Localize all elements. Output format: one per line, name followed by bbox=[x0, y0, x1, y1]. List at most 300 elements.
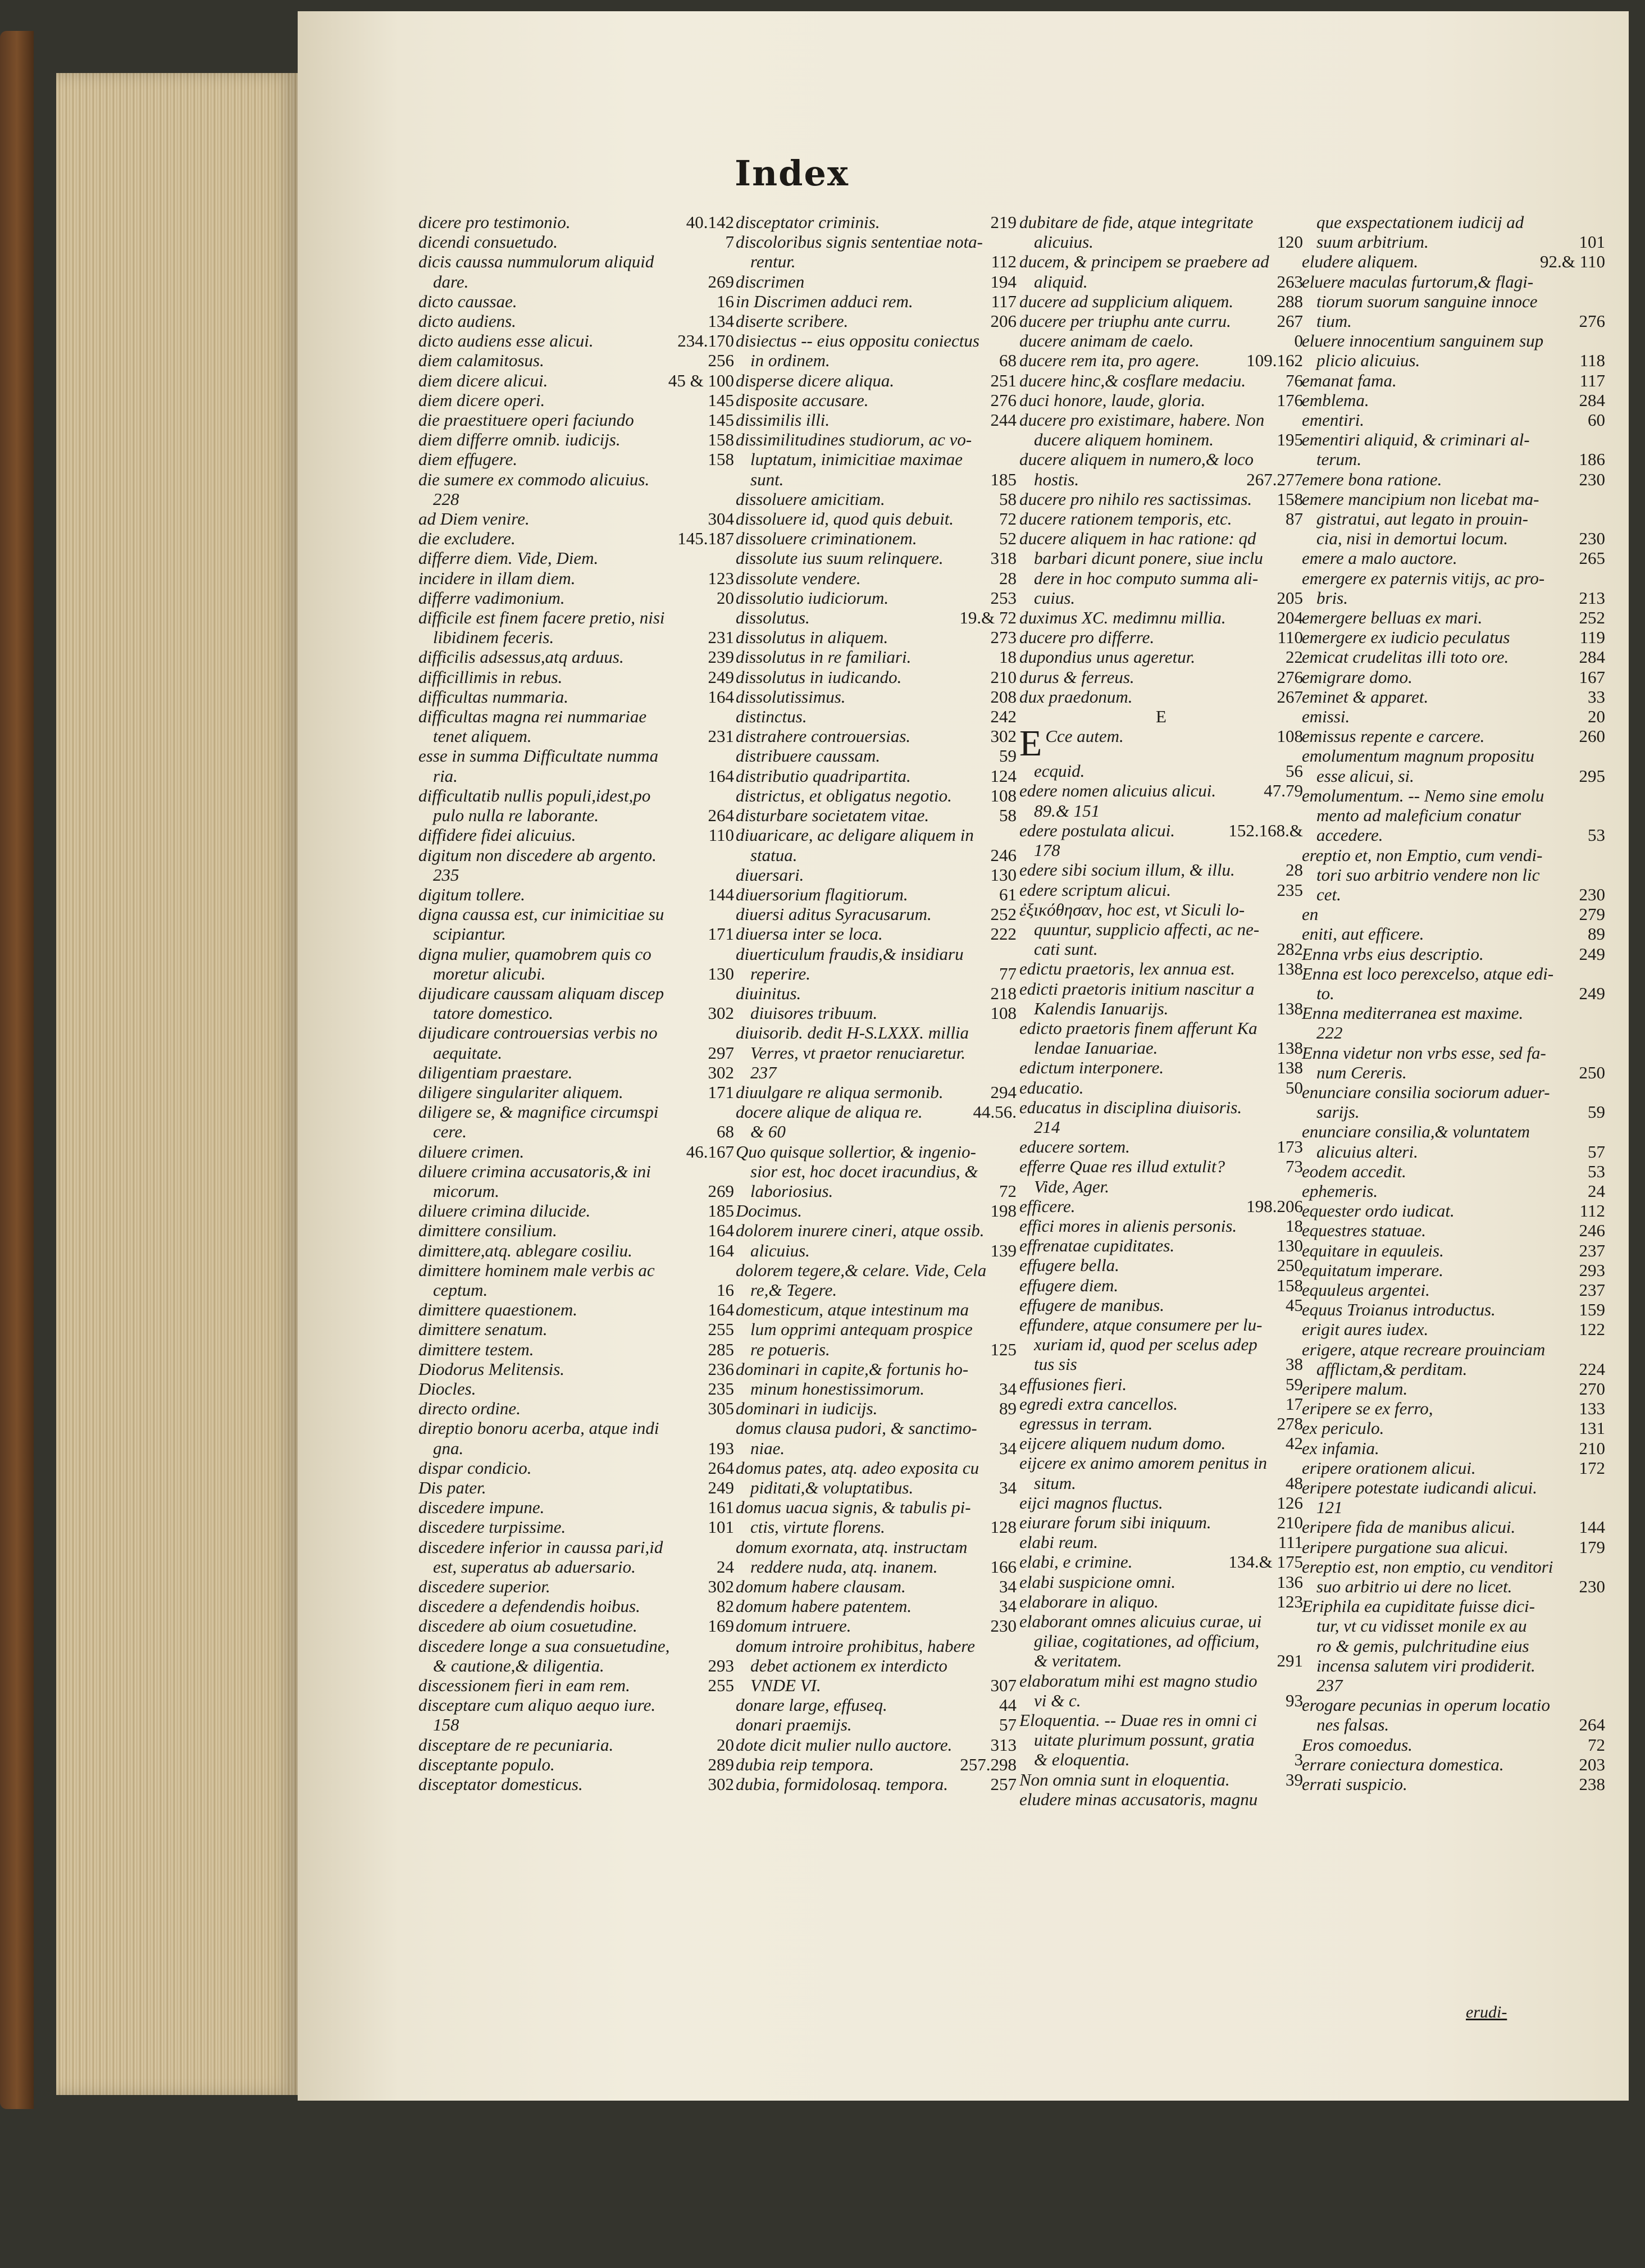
index-entry bbox=[418, 1636, 734, 1656]
index-entry bbox=[1302, 1023, 1605, 1042]
entry-page-ref: 213 bbox=[1579, 588, 1605, 608]
index-entry bbox=[736, 766, 1017, 786]
entry-page-ref: 244 bbox=[990, 410, 1017, 430]
entry-term: Enna vrbs eius descriptio. bbox=[1302, 944, 1484, 964]
index-entry bbox=[418, 509, 734, 529]
entry-page-ref: 293 bbox=[1579, 1260, 1605, 1280]
entry-page-ref: 264 bbox=[708, 805, 734, 826]
entry-term: disturbare societatem vitae. bbox=[736, 805, 929, 826]
entry-term: dimittere senatum. bbox=[418, 1319, 548, 1340]
index-entry bbox=[1302, 252, 1605, 271]
index-entry bbox=[418, 1715, 734, 1734]
entry-page-ref: 282 bbox=[1277, 939, 1303, 959]
entry-term: 158 bbox=[433, 1715, 459, 1735]
index-entry bbox=[736, 964, 1017, 983]
entry-page-ref: 257 bbox=[990, 1774, 1017, 1795]
entry-term: Eros comoedus. bbox=[1302, 1734, 1412, 1755]
entry-term: edere scriptum alicui. bbox=[1019, 880, 1172, 900]
entry-term: digitum tollere. bbox=[418, 884, 525, 904]
entry-page-ref: 145.187 bbox=[677, 529, 734, 549]
entry-term: diem differre omnib. iudicijs. bbox=[418, 430, 621, 450]
index-entry bbox=[736, 726, 1017, 746]
entry-term: ex infamia. bbox=[1302, 1438, 1379, 1458]
index-entry bbox=[736, 627, 1017, 647]
entry-term: errati suspicio. bbox=[1302, 1774, 1407, 1795]
entry-page-ref: 101 bbox=[1579, 232, 1605, 252]
entry-page-ref: 231 bbox=[708, 627, 734, 648]
entry-page-ref: 276 bbox=[990, 390, 1017, 410]
entry-page-ref: 0 bbox=[1294, 331, 1303, 351]
index-entry bbox=[1302, 311, 1605, 331]
entry-page-ref: 234.170 bbox=[677, 331, 734, 351]
entry-term: domum introire prohibitus, habere bbox=[736, 1636, 975, 1656]
index-entry bbox=[418, 1319, 734, 1339]
entry-term: domum habere clausam. bbox=[736, 1577, 906, 1597]
index-entry bbox=[736, 1122, 1017, 1141]
entry-term: alicuius alteri. bbox=[1316, 1141, 1418, 1162]
entry-term: eniti, aut efficere. bbox=[1302, 924, 1424, 944]
entry-term: diuersa inter se loca. bbox=[736, 924, 883, 944]
entry-page-ref: 231 bbox=[708, 726, 734, 746]
entry-term: ephemeris. bbox=[1302, 1181, 1378, 1201]
entry-term: Enna mediterranea est maxime. bbox=[1302, 1003, 1524, 1023]
index-entry bbox=[736, 983, 1017, 1003]
entry-term: enunciare consilia sociorum aduer- bbox=[1302, 1082, 1550, 1102]
entry-term: tium. bbox=[1316, 311, 1352, 331]
entry-page-ref: 293 bbox=[708, 1655, 734, 1675]
entry-term: dote dicit mulier nullo auctore. bbox=[736, 1734, 953, 1755]
index-entry bbox=[418, 1695, 734, 1715]
entry-term: lendae Ianuariae. bbox=[1034, 1038, 1158, 1058]
index-entry bbox=[1019, 410, 1303, 430]
entry-page-ref: 273 bbox=[990, 627, 1017, 648]
index-entry bbox=[1019, 548, 1303, 568]
index-entry bbox=[1302, 212, 1605, 232]
entry-term: emanat fama. bbox=[1302, 370, 1397, 390]
index-entry bbox=[1302, 1497, 1605, 1517]
index-entry bbox=[736, 904, 1017, 924]
index-entry bbox=[1019, 1552, 1303, 1572]
index-entry bbox=[736, 1162, 1017, 1181]
index-entry bbox=[1302, 350, 1605, 370]
entry-page-ref: 42 bbox=[1286, 1433, 1303, 1454]
entry-page-ref: 130 bbox=[990, 864, 1017, 885]
entry-page-ref: 252 bbox=[1579, 608, 1605, 628]
entry-page-ref: 110 bbox=[1277, 627, 1303, 648]
entry-term: dolorem tegere,& celare. Vide, Cela bbox=[736, 1260, 987, 1280]
entry-term: pulo nulla re laborante. bbox=[433, 805, 599, 826]
entry-page-ref: 19.& 72 bbox=[959, 608, 1017, 628]
entry-term: eijcere ex animo amorem penitus in bbox=[1019, 1453, 1268, 1473]
entry-term: districtus, et obligatus negotio. bbox=[736, 785, 952, 805]
entry-term: ducere aliquem in hac ratione: qd bbox=[1019, 529, 1256, 549]
index-entry bbox=[736, 825, 1017, 845]
index-entry bbox=[736, 1280, 1017, 1300]
entry-page-ref: 264 bbox=[708, 1458, 734, 1478]
index-entry bbox=[1302, 1142, 1605, 1162]
index-entry bbox=[418, 805, 734, 825]
entry-term: accedere. bbox=[1316, 825, 1383, 845]
entry-page-ref: 60 bbox=[1588, 410, 1605, 430]
entry-page-ref: 237 bbox=[1579, 1240, 1605, 1260]
entry-term: & cautione,& diligentia. bbox=[433, 1655, 604, 1675]
entry-page-ref: 205 bbox=[1277, 588, 1303, 608]
entry-term: diligentiam praestare. bbox=[418, 1062, 573, 1082]
index-entry bbox=[1302, 805, 1605, 825]
index-entry bbox=[418, 331, 734, 350]
entry-term: direptio bonoru acerba, atque indi bbox=[418, 1418, 659, 1438]
entry-term: aequitate. bbox=[433, 1042, 503, 1063]
entry-page-ref: 122 bbox=[1579, 1319, 1605, 1340]
index-entry bbox=[736, 944, 1017, 964]
entry-term: Dis pater. bbox=[418, 1478, 486, 1497]
entry-term: edere nomen alicuius alicui. bbox=[1019, 781, 1216, 801]
entry-page-ref: 59 bbox=[999, 746, 1017, 766]
index-entry bbox=[736, 212, 1017, 232]
index-entry bbox=[1019, 821, 1303, 840]
entry-page-ref: 246 bbox=[990, 845, 1017, 865]
entry-term: Eloquentia. -- Duae res in omni ci bbox=[1019, 1710, 1257, 1730]
entry-term: cere. bbox=[433, 1122, 467, 1142]
index-entry bbox=[1302, 1379, 1605, 1399]
index-entry bbox=[418, 1359, 734, 1379]
entry-term: gistratui, aut legato in prouin- bbox=[1316, 509, 1528, 529]
entry-term: ducere pro nihilo res sactissimas. bbox=[1019, 489, 1252, 509]
index-entry bbox=[736, 885, 1017, 904]
entry-page-ref: 267 bbox=[1277, 311, 1303, 331]
entry-term: 228 bbox=[433, 489, 459, 509]
entry-page-ref: 82 bbox=[717, 1596, 734, 1616]
entry-term: barbari dicunt ponere, siue inclu bbox=[1034, 548, 1263, 568]
index-entry bbox=[1302, 726, 1605, 746]
index-entry bbox=[418, 1458, 734, 1478]
index-entry bbox=[1302, 430, 1605, 449]
index-entry bbox=[418, 687, 734, 707]
index-entry bbox=[418, 944, 734, 964]
entry-term: esse alicui, si. bbox=[1316, 766, 1414, 786]
index-entry bbox=[1019, 1177, 1303, 1196]
index-entry bbox=[1019, 1453, 1303, 1473]
entry-term: ereptio et, non Emptio, cum vendi- bbox=[1302, 845, 1543, 865]
entry-page-ref: 294 bbox=[990, 1082, 1017, 1102]
entry-term: domus clausa pudori, & sanctimo- bbox=[736, 1418, 977, 1438]
index-entry bbox=[1302, 1220, 1605, 1240]
entry-page-ref: 144 bbox=[1579, 1517, 1605, 1537]
index-entry bbox=[1019, 1216, 1303, 1236]
index-entry bbox=[1019, 726, 1303, 761]
entry-term: egredi extra cancellos. bbox=[1019, 1393, 1178, 1414]
entry-term: eijcere aliquem nudum domo. bbox=[1019, 1433, 1226, 1454]
index-entry bbox=[736, 1023, 1017, 1042]
index-entry bbox=[1302, 1102, 1605, 1122]
index-entry bbox=[1302, 1517, 1605, 1537]
entry-page-ref: 255 bbox=[708, 1319, 734, 1340]
entry-term: 235 bbox=[433, 864, 459, 885]
entry-term: discoloribus signis sententiae nota- bbox=[736, 232, 983, 252]
entry-term: ἐξικόθησαν, hoc est, vt Siculi lo- bbox=[1019, 899, 1245, 919]
entry-page-ref: 250 bbox=[1579, 1062, 1605, 1082]
entry-term: distinctus. bbox=[736, 707, 807, 727]
index-entry bbox=[418, 410, 734, 430]
entry-term: equitare in equuleis. bbox=[1302, 1240, 1444, 1260]
entry-term: dissoluere amicitiam. bbox=[736, 489, 885, 509]
entry-page-ref: 235 bbox=[708, 1378, 734, 1399]
entry-term: lum opprimi antequam prospice bbox=[750, 1319, 973, 1340]
entry-page-ref: 24 bbox=[1588, 1181, 1605, 1201]
index-entry bbox=[1302, 1300, 1605, 1319]
entry-term: suo arbitrio ui dere no licet. bbox=[1316, 1577, 1512, 1597]
entry-term: equestres statuae. bbox=[1302, 1220, 1426, 1241]
index-entry bbox=[1019, 430, 1303, 449]
entry-term: alicuius. bbox=[750, 1240, 810, 1260]
entry-term: en bbox=[1302, 904, 1319, 924]
entry-term: ducem, & principem se praebere ad bbox=[1019, 252, 1269, 272]
index-column-3 bbox=[1019, 212, 1303, 1809]
index-entry bbox=[1019, 292, 1303, 311]
entry-term: diem effugere. bbox=[418, 449, 518, 470]
entry-page-ref: 253 bbox=[990, 588, 1017, 608]
entry-term: dicto audiens esse alicui. bbox=[418, 331, 594, 351]
index-entry bbox=[1019, 1078, 1303, 1097]
entry-term: dissimilitudines studiorum, ac vo- bbox=[736, 430, 972, 450]
entry-page-ref: 230 bbox=[1579, 1577, 1605, 1597]
entry-term: difficillimis in rebus. bbox=[418, 667, 563, 687]
entry-page-ref: 302 bbox=[708, 1062, 734, 1082]
entry-term: quuntur, supplicio affecti, ac ne- bbox=[1034, 919, 1260, 939]
entry-page-ref: 246 bbox=[1579, 1220, 1605, 1241]
entry-term: Enna est loco perexcelso, atque edi- bbox=[1302, 963, 1554, 983]
entry-term: domus uacua signis, & tabulis pi- bbox=[736, 1497, 971, 1518]
entry-term: eiurare forum sibi iniquum. bbox=[1019, 1513, 1211, 1532]
index-entry bbox=[418, 548, 734, 568]
index-entry bbox=[736, 489, 1017, 509]
index-entry bbox=[1302, 1280, 1605, 1300]
entry-page-ref: 267 bbox=[1277, 686, 1303, 707]
entry-page-ref: 16 bbox=[717, 291, 734, 311]
index-entry bbox=[1019, 1097, 1303, 1117]
entry-term: duci honore, laude, gloria. bbox=[1019, 390, 1206, 410]
index-entry bbox=[1019, 959, 1303, 978]
entry-term: dubitare de fide, atque integritate bbox=[1019, 212, 1254, 232]
entry-term: & eloquentia. bbox=[1034, 1750, 1130, 1770]
index-entry bbox=[418, 1517, 734, 1537]
index-entry bbox=[1019, 331, 1303, 350]
entry-term: dubia, formidolosaq. tempora. bbox=[736, 1774, 949, 1795]
entry-page-ref: 251 bbox=[990, 370, 1017, 390]
entry-page-ref: 267.277 bbox=[1246, 469, 1303, 489]
entry-term: dijudicare caussam aliquam discep bbox=[418, 983, 664, 1003]
index-entry bbox=[1019, 840, 1303, 860]
entry-term: eijci magnos fluctus. bbox=[1019, 1492, 1163, 1513]
index-entry bbox=[418, 470, 734, 489]
entry-page-ref: 125 bbox=[990, 1339, 1017, 1359]
entry-term: elabi suspicione omni. bbox=[1019, 1572, 1176, 1592]
index-entry bbox=[418, 667, 734, 687]
index-entry bbox=[1019, 1354, 1303, 1374]
index-entry bbox=[418, 371, 734, 390]
entry-term: esse in summa Difficultate numma bbox=[418, 746, 659, 766]
entry-term: dimittere,atq. ablegare cosiliu. bbox=[418, 1240, 632, 1260]
entry-page-ref: 237 bbox=[1579, 1279, 1605, 1300]
index-entry bbox=[736, 529, 1017, 548]
index-entry bbox=[736, 1636, 1017, 1656]
entry-page-ref: 118 bbox=[1579, 350, 1605, 371]
entry-term: dicto caussae. bbox=[418, 291, 517, 311]
entry-term: emissi. bbox=[1302, 707, 1350, 727]
entry-page-ref: 279 bbox=[1579, 904, 1605, 924]
index-entry bbox=[736, 1063, 1017, 1082]
entry-term: domum intruere. bbox=[736, 1616, 851, 1636]
entry-term: tiorum suorum sanguine innoce bbox=[1316, 291, 1538, 311]
entry-term: diuisores tribuum. bbox=[750, 1003, 878, 1023]
entry-page-ref: 72 bbox=[1588, 1734, 1605, 1755]
entry-term: que exspectationem iudicij ad bbox=[1316, 212, 1524, 232]
index-entry bbox=[1302, 1656, 1605, 1675]
index-entry bbox=[418, 1300, 734, 1319]
entry-term: edere postulata alicui. bbox=[1019, 820, 1175, 840]
entry-term: directo ordine. bbox=[418, 1399, 521, 1419]
entry-term: ementiri aliquid, & criminari al- bbox=[1302, 430, 1530, 450]
entry-term: eminet & apparet. bbox=[1302, 686, 1429, 707]
index-entry bbox=[1019, 1315, 1303, 1335]
index-entry bbox=[418, 1063, 734, 1082]
entry-term: disposite accusare. bbox=[736, 390, 869, 410]
entry-page-ref: 73 bbox=[1286, 1156, 1303, 1177]
entry-term: emicat crudelitas illi toto ore. bbox=[1302, 647, 1509, 667]
index-entry bbox=[736, 470, 1017, 489]
entry-page-ref: 238 bbox=[1579, 1774, 1605, 1795]
entry-term: die praestituere operi faciundo bbox=[418, 410, 634, 430]
entry-page-ref: 195 bbox=[1277, 430, 1303, 450]
entry-term: Docimus. bbox=[736, 1201, 802, 1221]
entry-page-ref: 128 bbox=[990, 1517, 1017, 1537]
index-entry bbox=[1302, 588, 1605, 608]
index-entry bbox=[418, 1241, 734, 1260]
entry-page-ref: 57 bbox=[1588, 1141, 1605, 1162]
index-entry bbox=[736, 1043, 1017, 1063]
entry-term: emigrare domo. bbox=[1302, 667, 1412, 687]
index-entry bbox=[418, 825, 734, 845]
entry-term: afflictam,& perditam. bbox=[1316, 1359, 1468, 1379]
entry-page-ref: 263 bbox=[1277, 271, 1303, 292]
index-entry bbox=[736, 845, 1017, 865]
index-entry bbox=[1019, 1710, 1303, 1730]
index-entry bbox=[1302, 904, 1605, 924]
index-entry bbox=[418, 627, 734, 647]
index-entry bbox=[1302, 509, 1605, 529]
index-entry bbox=[418, 430, 734, 449]
entry-term: effusiones fieri. bbox=[1019, 1374, 1127, 1394]
entry-term: difficultas nummaria. bbox=[418, 686, 568, 707]
entry-term: moretur alicubi. bbox=[433, 963, 546, 983]
entry-page-ref: 270 bbox=[1579, 1378, 1605, 1399]
index-entry bbox=[418, 746, 734, 766]
entry-term: alicuius. bbox=[1034, 232, 1093, 252]
index-entry bbox=[736, 1557, 1017, 1577]
entry-term: eripere se ex ferro, bbox=[1302, 1399, 1433, 1419]
entry-page-ref: 117 bbox=[991, 291, 1017, 311]
entry-page-ref: 138 bbox=[1277, 959, 1303, 979]
entry-term: efferre Quae res illud extulit? bbox=[1019, 1156, 1225, 1177]
entry-term: digitum non discedere ab argento. bbox=[418, 845, 657, 865]
entry-term: domesticum, atque intestinum ma bbox=[736, 1300, 969, 1320]
entry-page-ref: 124 bbox=[990, 766, 1017, 786]
entry-term: disiectus -- eius oppositu coniectus bbox=[736, 331, 979, 351]
entry-term: diuaricare, ac deligare aliquem in bbox=[736, 825, 974, 845]
entry-term: donare large, effuseq. bbox=[736, 1695, 887, 1715]
index-entry bbox=[736, 805, 1017, 825]
index-entry bbox=[1019, 1611, 1303, 1631]
index-entry bbox=[1302, 1537, 1605, 1557]
index-entry bbox=[1302, 944, 1605, 964]
entry-page-ref: 45 & 100 bbox=[668, 370, 734, 390]
index-entry bbox=[418, 786, 734, 805]
index-entry bbox=[418, 232, 734, 252]
entry-term: 89.& 151 bbox=[1034, 800, 1100, 821]
entry-page-ref: 313 bbox=[990, 1734, 1017, 1755]
entry-page-ref: 56 bbox=[1286, 761, 1303, 781]
entry-term: diserte scribere. bbox=[736, 311, 849, 331]
entry-page-ref: 130 bbox=[708, 963, 734, 983]
index-entry bbox=[418, 212, 734, 232]
page-header: Index bbox=[735, 153, 849, 194]
index-entry bbox=[418, 1735, 734, 1755]
entry-page-ref: 144 bbox=[708, 884, 734, 904]
index-entry bbox=[1302, 470, 1605, 489]
index-entry bbox=[1019, 1335, 1303, 1354]
entry-term: dimittere quaestionem. bbox=[418, 1300, 577, 1320]
entry-page-ref: 77 bbox=[999, 963, 1017, 983]
entry-page-ref: 278 bbox=[1277, 1413, 1303, 1433]
entry-page-ref: 20 bbox=[1588, 707, 1605, 727]
entry-page-ref: 92.& 110 bbox=[1540, 252, 1605, 272]
entry-page-ref: 101 bbox=[708, 1517, 734, 1537]
index-entry bbox=[418, 1023, 734, 1042]
index-entry bbox=[1019, 1295, 1303, 1315]
book-binding bbox=[0, 31, 34, 2109]
entry-term: sunt. bbox=[750, 469, 784, 489]
index-entry bbox=[1019, 1750, 1303, 1769]
entry-page-ref: 28 bbox=[999, 568, 1017, 588]
entry-page-ref: 255 bbox=[708, 1675, 734, 1696]
index-entry bbox=[1302, 371, 1605, 390]
index-entry bbox=[736, 1418, 1017, 1438]
entry-term: distributio quadripartita. bbox=[736, 766, 911, 786]
entry-term: dissolutio iudiciorum. bbox=[736, 588, 889, 608]
entry-term: dissolutus in iudicando. bbox=[736, 667, 902, 687]
entry-term: elaborant omnes alicuius curae, ui bbox=[1019, 1611, 1262, 1632]
index-entry bbox=[1019, 1770, 1303, 1789]
index-entry bbox=[418, 449, 734, 469]
entry-page-ref: 152.168.& bbox=[1228, 820, 1303, 840]
entry-page-ref: 193 bbox=[708, 1438, 734, 1458]
entry-page-ref: 171 bbox=[708, 924, 734, 944]
index-entry bbox=[736, 331, 1017, 350]
index-entry bbox=[418, 1260, 734, 1280]
entry-term: differre vadimonium. bbox=[418, 588, 565, 608]
entry-page-ref: 59 bbox=[1588, 1102, 1605, 1122]
entry-page-ref: 22 bbox=[1286, 647, 1303, 667]
entry-page-ref: 47.79 bbox=[1264, 781, 1303, 801]
entry-page-ref: 276 bbox=[1277, 667, 1303, 687]
index-entry bbox=[1302, 1063, 1605, 1082]
index-entry bbox=[736, 1537, 1017, 1557]
index-entry bbox=[1302, 1577, 1605, 1596]
entry-term: ducere pro differre. bbox=[1019, 627, 1155, 648]
entry-term: efficere. bbox=[1019, 1196, 1076, 1216]
index-entry bbox=[418, 588, 734, 608]
index-entry bbox=[736, 1142, 1017, 1162]
